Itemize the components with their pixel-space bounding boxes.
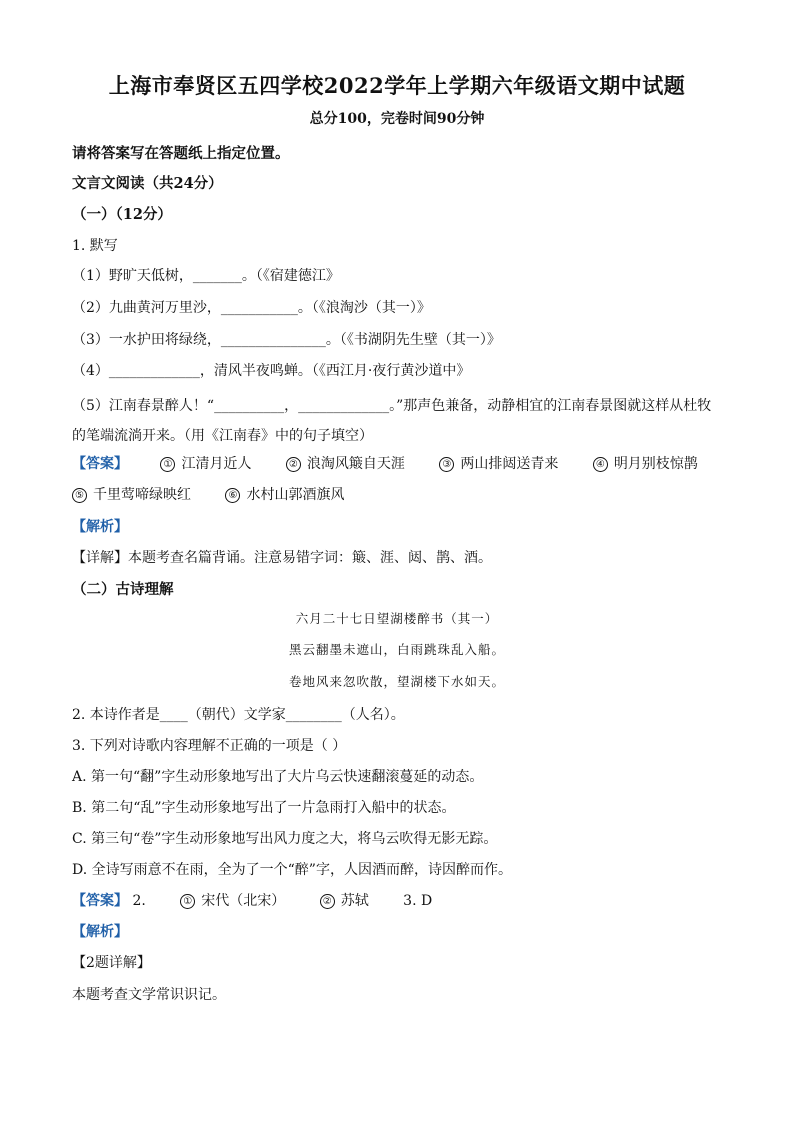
question-1-item: （3）一水护田将绿绕，_______________。（《书湖阴先生壁（其一）》 [72, 332, 501, 348]
answer-item [593, 453, 698, 473]
detail-text: 【详解】本题考查名篇背诵。注意易错字词：簸、涯、闼、鹊、酒。 [72, 550, 492, 566]
answer-number: ② [286, 457, 301, 472]
answer-item [160, 453, 251, 473]
answer-row-2 [72, 484, 344, 504]
answer-number: ⑤ [72, 488, 87, 503]
instruction: 请将答案写在答题纸上指定位置。 [72, 145, 290, 162]
answer-question-number: 2. [132, 893, 146, 909]
answer-text: 千里莺啼绿映红 [93, 487, 191, 503]
answer-label: 【答案】 [72, 456, 128, 472]
answer-text: 浪淘风簸自天涯 [306, 456, 405, 472]
poem-line: 卷地风来忽吹散，望湖楼下水如天。 [288, 674, 505, 689]
answer-number: ② [320, 894, 335, 909]
question-1-item: （5）江南春景醉人！“__________，_____________。”那声色兼备，动静相宜的江南春景图就这样从杜牧的笔端流淌开来。（用《江南春》中的句子填空） [72, 398, 712, 444]
poem-line: 黑云翻墨未遮山，白雨跳珠乱入船。 [288, 642, 505, 657]
answer-number: ① [180, 894, 195, 909]
question-1-title: 1. 默写 [72, 238, 118, 254]
answer-item [439, 453, 558, 473]
question-3: 3. 下列对诗歌内容理解不正确的一项是（ ） [72, 738, 347, 754]
answer-number: ③ [439, 457, 454, 472]
answer-item [72, 484, 191, 504]
option-b: B. 第二句“乱”字生动形象地写出了一片急雨打入船中的状态。 [72, 800, 456, 816]
answer-number: ① [160, 457, 175, 472]
exam-meta: 总分100，完卷时间90分钟 [309, 111, 485, 127]
analysis-label: 【解析】 [72, 519, 128, 535]
answer-row-3 [72, 890, 432, 910]
question-1-item: （1）野旷天低树，_______。（《宿建德江》 [72, 268, 340, 284]
answer-item [225, 484, 344, 504]
answer-row-1 [72, 453, 698, 473]
answer-number: ④ [593, 457, 608, 472]
page-title: 上海市奉贤区五四学校2022学年上学期六年级语文期中试题 [108, 73, 686, 98]
answer-item [286, 453, 405, 473]
answer-text: 水村山郭酒旗风 [246, 487, 345, 503]
answer-text: 宋代（北宋） [201, 893, 286, 909]
detail-label: 【2题详解】 [72, 955, 151, 971]
answer-label: 【答案】 [72, 893, 128, 909]
answer-item [320, 890, 369, 910]
poem-title: 六月二十七日望湖楼醉书（其一） [295, 611, 499, 626]
analysis-label: 【解析】 [72, 924, 128, 940]
question-2: 2. 本诗作者是____（朝代）文学家________（人名）。 [72, 707, 405, 723]
option-a: A. 第一句“翻”字生动形象地写出了大片乌云快速翻滚蔓延的动态。 [72, 769, 484, 785]
answer-q3: 3. D [403, 893, 433, 909]
answer-number: ⑥ [225, 488, 240, 503]
part-one-heading: （一）（12分） [72, 206, 172, 223]
answer-item [180, 890, 285, 910]
detail-text: 本题考查文学常识识记。 [72, 987, 226, 1003]
question-1-item: （4）_____________，清风半夜鸣蝉。（《西江月·夜行黄沙道中》 [72, 363, 471, 379]
question-1-item: （2）九曲黄河万里沙，___________。（《浪淘沙（其一）》 [72, 300, 431, 316]
part-two-heading: （二）古诗理解 [72, 581, 174, 598]
option-c: C. 第三句“卷”字生动形象地写出风力度之大，将乌云吹得无影无踪。 [72, 831, 498, 847]
section-title: 文言文阅读（共24分） [72, 175, 223, 192]
option-d: D. 全诗写雨意不在雨，全为了一个“醉”字，人因酒而醉，诗因醉而作。 [72, 862, 512, 878]
answer-text: 明月别枝惊鹊 [613, 456, 698, 472]
answer-text: 苏轼 [340, 893, 369, 909]
answer-text: 江清月近人 [181, 456, 252, 472]
answer-text: 两山排闼送青来 [460, 456, 559, 472]
